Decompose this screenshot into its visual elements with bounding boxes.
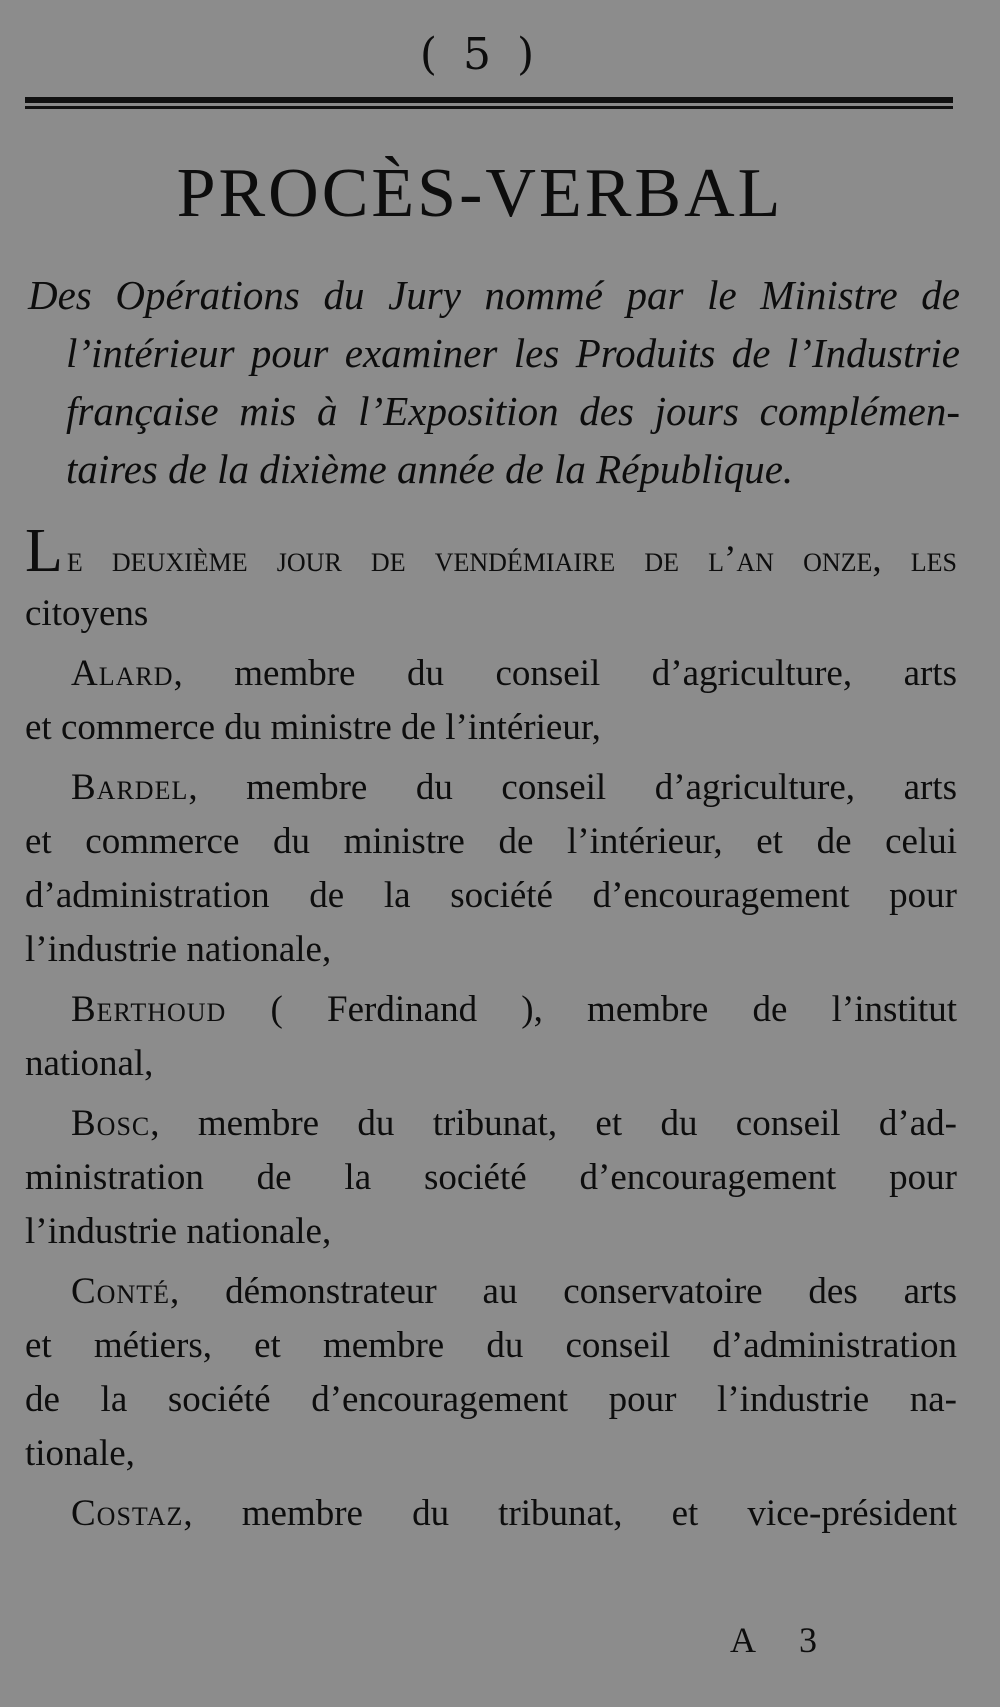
member-text: , membre du conseil d’agriculture, arts — [173, 653, 957, 694]
page-number: ( 5 ) — [419, 29, 541, 80]
member-line — [25, 1265, 957, 1319]
member-line — [25, 761, 957, 815]
subtitle-line: française mis à l’Exposition des jours complémen- — [66, 388, 960, 434]
member-line: l’industrie nationale, — [25, 1211, 332, 1252]
member-line — [25, 647, 957, 701]
member-line: national, — [25, 1043, 154, 1084]
signature-mark: A 3 — [730, 1620, 836, 1660]
member-entry — [25, 1265, 957, 1481]
member-line: ministration de la société d’encouragement pour — [25, 1157, 957, 1198]
member-line: et commerce du ministre de l’intérieur, et de celui — [25, 821, 957, 862]
subtitle-line: l’intérieur pour examiner les Produits de l’Industrie — [66, 330, 960, 376]
member-entry — [25, 983, 957, 1091]
member-line: de la société d’encouragement pour l’industrie na- — [25, 1379, 957, 1420]
member-name: Bosc — [71, 1103, 151, 1144]
subtitle-line: Des Opérations du Jury nommé par le Ministre de — [28, 272, 960, 318]
opening-line — [25, 517, 957, 587]
member-name: Bardel — [71, 767, 189, 808]
member-name: Alard — [71, 653, 174, 694]
member-line: tionale, — [25, 1433, 135, 1474]
header-rule-thick — [25, 97, 953, 103]
member-name: Berthoud — [71, 989, 227, 1030]
header-rule-thin — [25, 106, 953, 109]
member-line: d’administration de la société d’encouragement pour — [25, 875, 957, 916]
member-entry — [25, 1487, 957, 1541]
member-text: ( Ferdinand ), membre de l’institut — [226, 989, 957, 1030]
drop-cap: L — [25, 517, 63, 585]
member-line — [25, 1487, 957, 1541]
member-line — [25, 1097, 957, 1151]
member-name: Conté — [71, 1271, 170, 1312]
subtitle-line: taires de la dixième année de la République. — [66, 446, 794, 492]
member-entry — [25, 1097, 957, 1259]
member-text: , membre du tribunat, et du conseil d’ad- — [150, 1103, 957, 1144]
document-subtitle — [28, 266, 960, 498]
member-entry — [25, 647, 957, 755]
opening-line: citoyens — [25, 593, 149, 634]
member-name: Costaz — [71, 1493, 184, 1534]
member-entry — [25, 761, 957, 977]
opening-paragraph — [25, 517, 957, 641]
member-text: , membre du tribunat, et vice-président — [183, 1493, 957, 1534]
member-text: , démonstrateur au conservatoire des arts — [170, 1271, 957, 1312]
member-line: et commerce du ministre de l’intérieur, — [25, 707, 601, 748]
member-line — [25, 983, 957, 1037]
member-text: , membre du conseil d’agriculture, arts — [188, 767, 957, 808]
opening-line-text: e deuxième jour de vendémiaire de l’an onze, les — [66, 539, 957, 580]
document-title: PROCÈS-VERBAL — [176, 155, 784, 232]
member-line: et métiers, et membre du conseil d’administration — [25, 1325, 957, 1366]
document-body — [25, 517, 957, 1547]
member-line: l’industrie nationale, — [25, 929, 332, 970]
